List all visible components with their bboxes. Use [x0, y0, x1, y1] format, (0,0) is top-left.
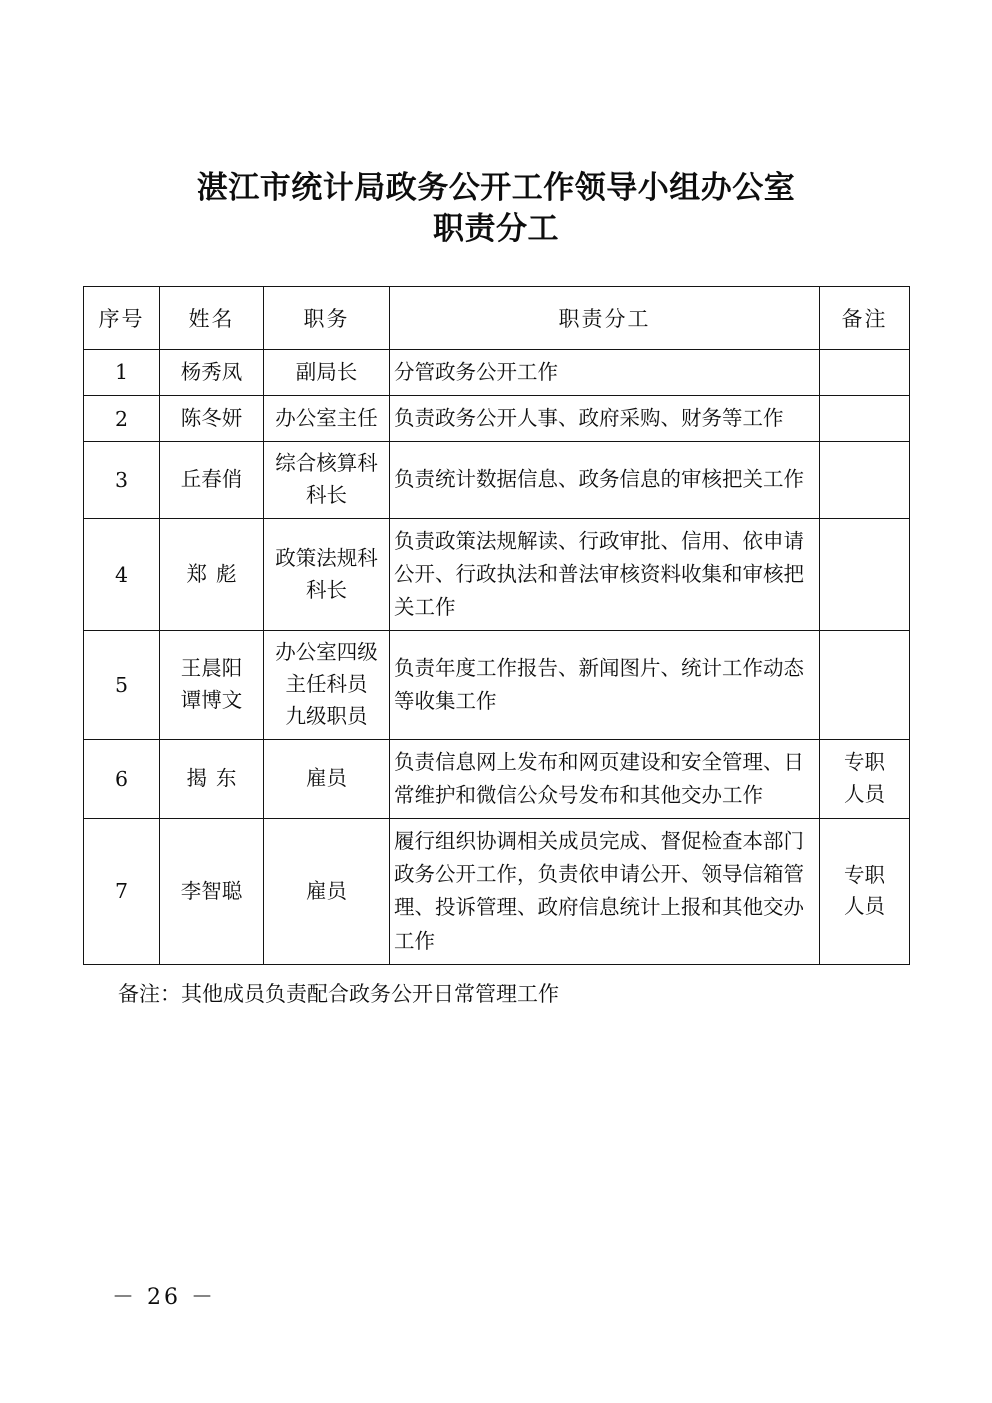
cell-no: 6	[84, 739, 160, 818]
cell-duty: 分管政务公开工作	[390, 349, 820, 395]
cell-note	[820, 819, 910, 965]
cell-name	[160, 631, 264, 739]
cell-note-line: 专职	[844, 750, 885, 775]
cell-post-line: 雇员	[306, 765, 347, 790]
cell-name	[160, 349, 264, 395]
cell-post-line: 九级职员	[285, 703, 368, 728]
table-header-duty: 职责分工	[390, 286, 820, 349]
cell-name-line: 李智聪	[180, 878, 243, 903]
cell-no: 2	[84, 396, 160, 442]
table-header-note: 备注	[820, 286, 910, 349]
table-header-row	[84, 286, 910, 349]
table-header-post: 职务	[264, 286, 390, 349]
cell-name-line: 谭博文	[180, 688, 243, 712]
cell-note	[820, 396, 910, 442]
cell-note	[820, 631, 910, 739]
page-title-line-2: 职责分工	[433, 210, 559, 247]
duty-table-container	[83, 286, 909, 965]
cell-note	[820, 518, 910, 631]
cell-name-line: 揭东	[186, 765, 246, 790]
cell-post-line: 综合核算科	[275, 451, 378, 476]
cell-name-line: 丘春俏	[180, 467, 243, 492]
cell-name-line: 陈冬妍	[180, 405, 243, 430]
table-row	[84, 819, 910, 965]
table-row	[84, 349, 910, 395]
duty-table-body	[84, 349, 910, 964]
cell-name	[160, 396, 264, 442]
cell-post	[264, 349, 390, 395]
cell-duty: 履行组织协调相关成员完成、督促检查本部门政务公开工作，负责依申请公开、领导信箱管理、投诉管理、政府信息统计上报和其他交办工作	[390, 819, 820, 965]
cell-no: 5	[84, 631, 160, 739]
cell-no: 7	[84, 819, 160, 965]
page-number: － 26 －	[112, 1285, 216, 1310]
cell-note-line: 人员	[844, 781, 885, 806]
cell-duty: 负责信息网上发布和网页建设和安全管理、日常维护和微信公众号发布和其他交办工作	[390, 739, 820, 818]
duty-table	[83, 286, 910, 965]
cell-no: 1	[84, 349, 160, 395]
cell-duty: 负责统计数据信息、政务信息的审核把关工作	[390, 442, 820, 519]
cell-note	[820, 349, 910, 395]
table-row	[84, 396, 910, 442]
cell-duty: 负责年度工作报告、新闻图片、统计工作动态等收集工作	[390, 631, 820, 739]
page-title-line-1: 湛江市统计局政务公开工作领导小组办公室	[196, 170, 796, 206]
cell-post	[264, 442, 390, 519]
cell-post	[264, 739, 390, 818]
table-footnote: 备注：其他成员负责配合政务公开日常管理工作	[118, 981, 559, 1006]
cell-post	[264, 819, 390, 965]
cell-name-line: 杨秀凤	[180, 359, 243, 384]
cell-duty: 负责政策法规解读、行政审批、信用、依申请公开、行政执法和普法审核资料收集和审核把关工作	[390, 518, 820, 631]
cell-no: 3	[84, 442, 160, 519]
page-title	[0, 0, 992, 250]
cell-post-line: 政策法规科	[275, 545, 378, 570]
table-header-no: 序号	[84, 286, 160, 349]
cell-note	[820, 442, 910, 519]
cell-name-line: 王晨阳	[180, 656, 243, 681]
table-row	[84, 739, 910, 818]
cell-post	[264, 396, 390, 442]
cell-note-line: 专职	[844, 862, 885, 887]
cell-duty: 负责政务公开人事、政府采购、财务等工作	[390, 396, 820, 442]
cell-name	[160, 739, 264, 818]
cell-note-line: 人员	[844, 894, 885, 919]
table-header-name: 姓名	[160, 286, 264, 349]
cell-post-line: 科长	[306, 577, 347, 602]
cell-post-line: 办公室主任	[275, 405, 378, 430]
cell-post-line: 副局长	[295, 359, 358, 384]
cell-name	[160, 819, 264, 965]
cell-post-line: 雇员	[306, 878, 347, 903]
cell-post-line: 办公室四级	[275, 640, 378, 665]
table-row	[84, 442, 910, 519]
cell-note	[820, 739, 910, 818]
cell-post	[264, 518, 390, 631]
cell-post	[264, 631, 390, 739]
cell-no: 4	[84, 518, 160, 631]
table-row	[84, 518, 910, 631]
cell-name-line: 郑彪	[186, 561, 246, 586]
cell-name	[160, 518, 264, 631]
table-row	[84, 631, 910, 739]
cell-name	[160, 442, 264, 519]
cell-post-line: 科长	[306, 482, 347, 507]
cell-post-line: 主任科员	[285, 672, 368, 697]
